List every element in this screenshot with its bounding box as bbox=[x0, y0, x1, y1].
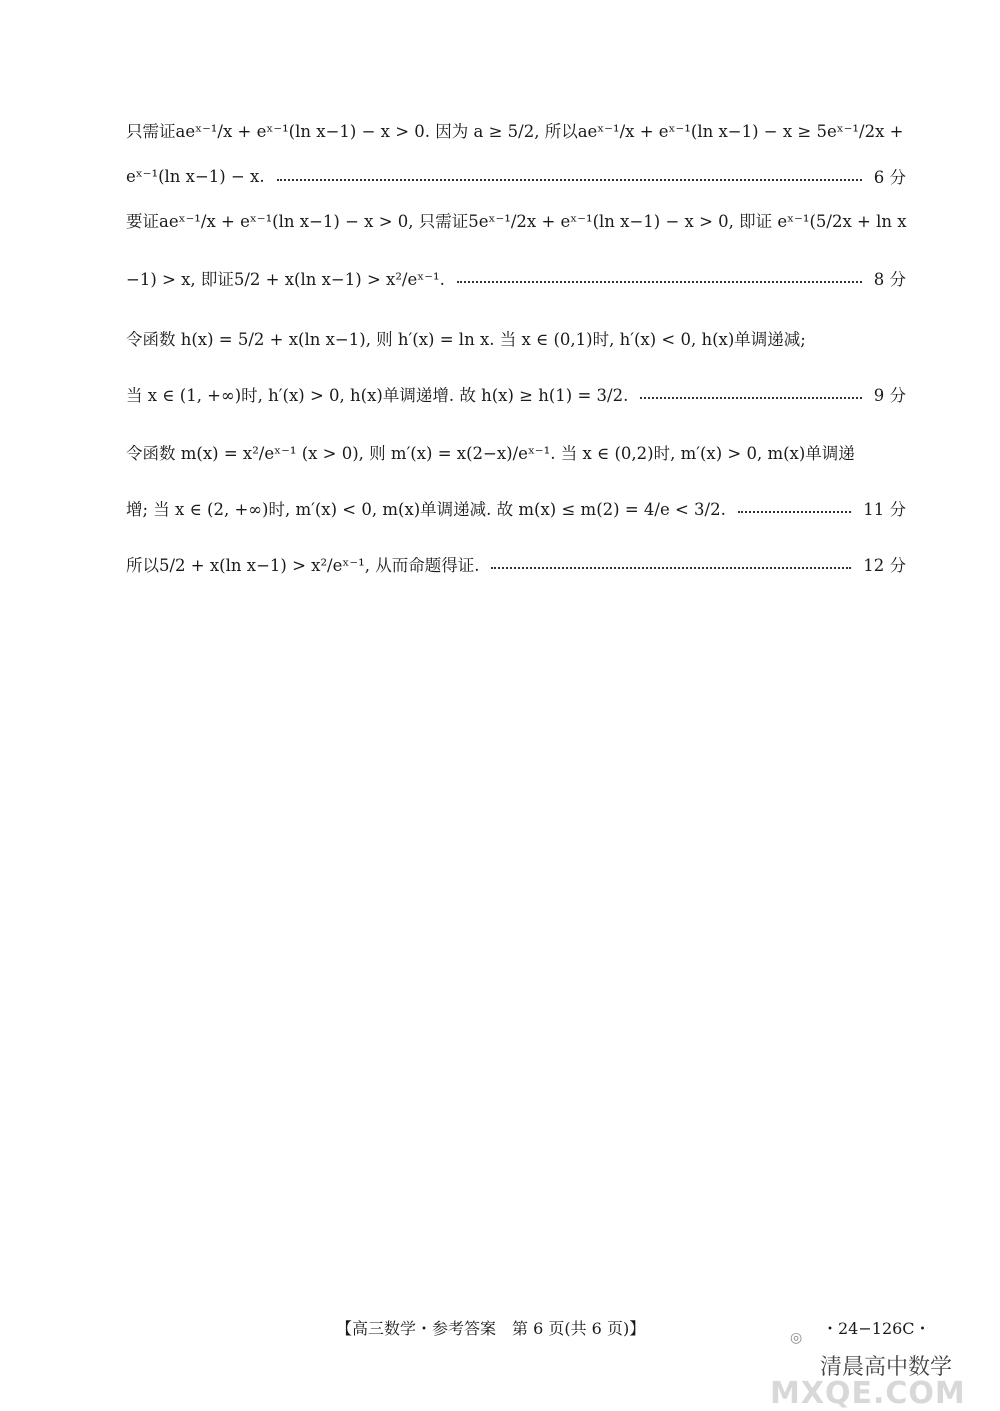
dot-leader bbox=[277, 179, 862, 181]
score-label: 12 分 bbox=[863, 556, 906, 575]
wechat-icon: ◎ bbox=[790, 1330, 803, 1346]
line-text: 令函数 h(x) = 5/2 + x(ln x−1), 则 h′(x) = ln x. 当 x ∈ (0,1)时, h′(x) < 0, h(x)单调递减; bbox=[126, 330, 806, 349]
score-label: 11 分 bbox=[863, 500, 906, 519]
line-text: 只需证aeˣ⁻¹/x + eˣ⁻¹(ln x−1) − x > 0. 因为 a ≥ 5/2, 所以aeˣ⁻¹/x + eˣ⁻¹(ln x−1) − x ≥ 5eˣ⁻¹/2x + bbox=[126, 122, 904, 141]
answer-line-6 bbox=[126, 372, 906, 416]
answer-line-8 bbox=[126, 486, 906, 530]
score-label: 6 分 bbox=[873, 168, 906, 187]
answer-line-1 bbox=[126, 108, 906, 152]
line-text: eˣ⁻¹(ln x−1) − x. bbox=[126, 166, 265, 186]
answer-line-5 bbox=[126, 316, 906, 360]
answer-line-3 bbox=[126, 198, 906, 242]
dot-leader bbox=[738, 511, 851, 513]
line-text: 要证aeˣ⁻¹/x + eˣ⁻¹(ln x−1) − x > 0, 只需证5eˣ⁻¹/2x + eˣ⁻¹(ln x−1) − x > 0, 即证 eˣ⁻¹(5/2x + ln x bbox=[126, 212, 907, 231]
line-text: 当 x ∈ (1, +∞)时, h′(x) > 0, h(x)单调递增. 故 h(x) ≥ h(1) = 3/2. bbox=[126, 386, 629, 405]
score-label: 8 分 bbox=[873, 270, 906, 289]
score-label: 9 分 bbox=[873, 386, 906, 405]
watermark-account-name: 清晨高中数学 bbox=[820, 1355, 953, 1380]
page-footer: 【高三数学・参考答案 第 6 页(共 6 页)】 bbox=[336, 1319, 646, 1338]
answer-line-9 bbox=[126, 542, 906, 586]
dot-leader bbox=[491, 567, 851, 569]
answer-line-4 bbox=[126, 256, 906, 300]
watermark-site: MXQE.COM bbox=[770, 1376, 966, 1411]
document-code: ・24−126C・ bbox=[822, 1319, 931, 1338]
answer-line-7 bbox=[126, 430, 906, 474]
dot-leader bbox=[457, 281, 862, 283]
dot-leader bbox=[640, 397, 861, 399]
line-text: 增; 当 x ∈ (2, +∞)时, m′(x) < 0, m(x)单调递减. 故 m(x) ≤ m(2) = 4/e < 3/2. bbox=[126, 500, 726, 519]
line-text: 令函数 m(x) = x²/eˣ⁻¹ (x > 0), 则 m′(x) = x(2−x)/eˣ⁻¹. 当 x ∈ (0,2)时, m′(x) > 0, m(x)单调递 bbox=[126, 444, 855, 463]
line-text: 所以5/2 + x(ln x−1) > x²/eˣ⁻¹, 从而命题得证. bbox=[126, 556, 480, 575]
line-text: −1) > x, 即证5/2 + x(ln x−1) > x²/eˣ⁻¹. bbox=[126, 270, 445, 289]
answer-line-2 bbox=[126, 154, 906, 198]
